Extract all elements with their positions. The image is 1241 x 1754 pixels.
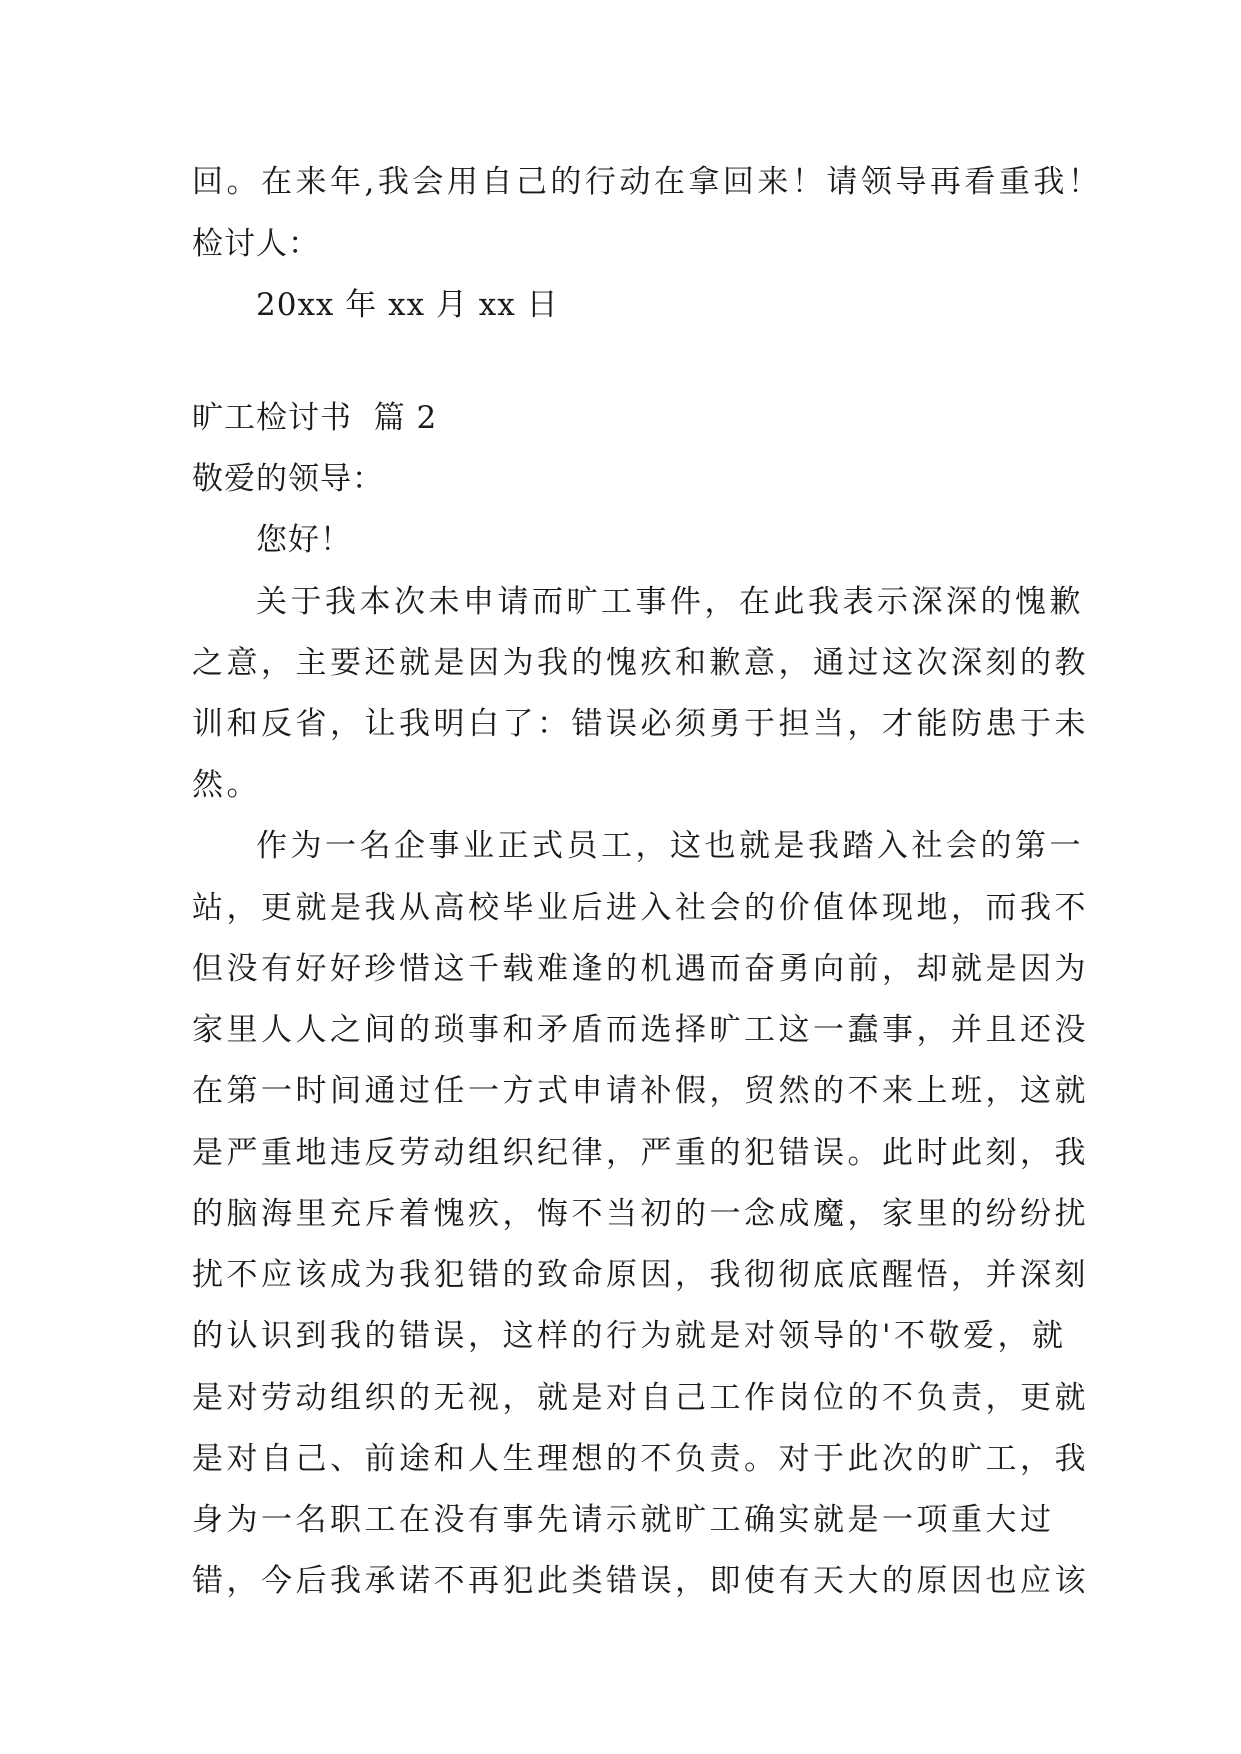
- paragraph2-line: 的认识到我的错误，这样的行为就是对领导的'不敬爱，就: [192, 1318, 1067, 1354]
- paragraph2-line: 是对自己、前途和人生理想的不负责。对于此次的旷工，我: [192, 1441, 1089, 1477]
- paragraph2-line: 错，今后我承诺不再犯此类错误，即使有天大的原因也应该: [192, 1563, 1089, 1599]
- paragraph2-line: 但没有好好珍惜这千载难逢的机遇而奋勇向前，却就是因为: [192, 951, 1089, 987]
- paragraph1-line: 然。: [192, 767, 261, 803]
- closing-line: 回。在来年,我会用自己的行动在拿回来！请领导再看重我！: [192, 164, 1103, 200]
- paragraph2-line: 扰不应该成为我犯错的致命原因，我彻彻底底醒悟，并深刻: [192, 1257, 1089, 1293]
- paragraph1-line: 之意，主要还就是因为我的愧疚和歉意，通过这次深刻的教: [192, 645, 1089, 681]
- section-heading: 旷工检讨书 篇 2: [192, 400, 438, 436]
- paragraph2-line: 站，更就是我从高校毕业后进入社会的价值体现地，而我不: [192, 890, 1089, 926]
- paragraph2-line: 是对劳动组织的无视，就是对自己工作岗位的不负责，更就: [192, 1380, 1089, 1416]
- paragraph1-line: 训和反省，让我明白了：错误必须勇于担当，才能防患于未: [192, 706, 1089, 742]
- paragraph2-line: 的脑海里充斥着愧疚，悔不当初的一念成魔，家里的纷纷扰: [192, 1196, 1089, 1232]
- signature-label: 检讨人：: [192, 226, 320, 262]
- paragraph1-line: 关于我本次未申请而旷工事件，在此我表示深深的愧歉: [256, 584, 1084, 620]
- salutation: 敬爱的领导：: [192, 461, 384, 497]
- paragraph2-line: 作为一名企事业正式员工，这也就是我踏入社会的第一: [256, 828, 1084, 864]
- paragraph2-line: 家里人人之间的琐事和矛盾而选择旷工这一蠢事，并且还没: [192, 1012, 1089, 1048]
- paragraph2-line: 身为一名职工在没有事先请示就旷工确实就是一项重大过: [192, 1502, 1055, 1538]
- greeting: 您好！: [256, 522, 352, 558]
- date-line: 20xx 年 xx 月 xx 日: [256, 287, 559, 323]
- paragraph2-line: 是严重地违反劳动组织纪律，严重的犯错误。此时此刻，我: [192, 1135, 1089, 1171]
- paragraph2-line: 在第一时间通过任一方式申请补假，贸然的不来上班，这就: [192, 1073, 1089, 1109]
